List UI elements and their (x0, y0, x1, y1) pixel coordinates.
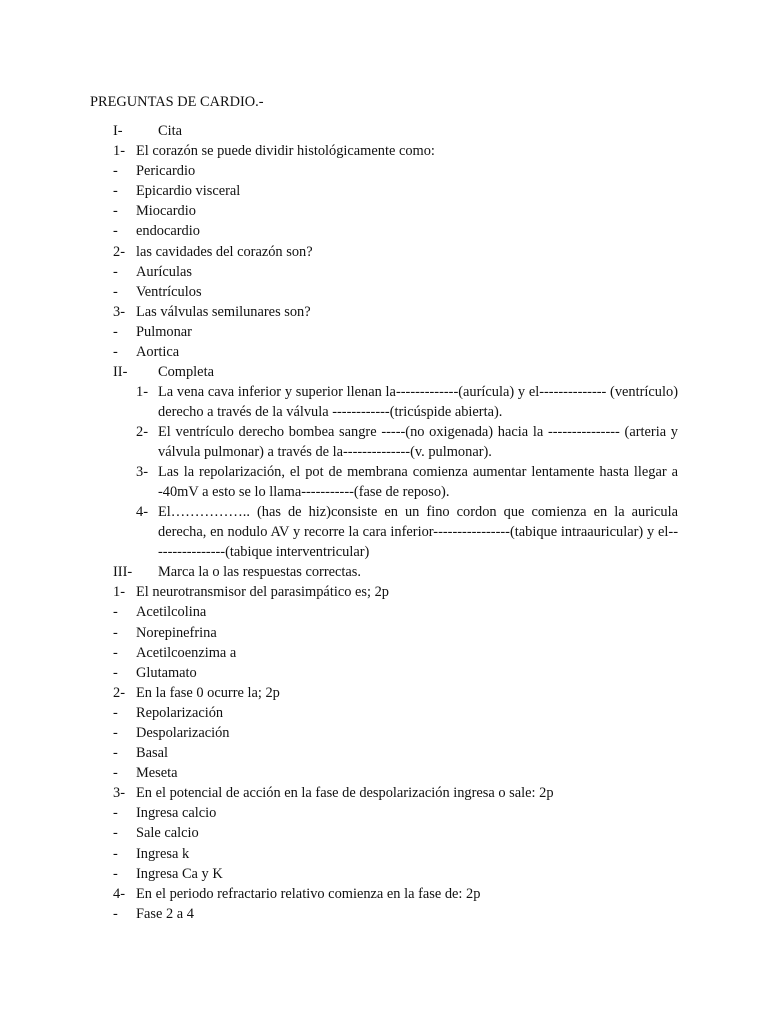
list-marker: - (113, 624, 118, 641)
list-text: Pulmonar (136, 323, 192, 340)
list-marker: - (113, 163, 118, 180)
list-marker: 4- (136, 504, 148, 521)
list-item (0, 864, 768, 884)
section-heading-2 (0, 362, 768, 382)
list-item (0, 904, 768, 924)
list-marker: 2- (136, 424, 148, 441)
list-item (0, 602, 768, 622)
list-item (0, 181, 768, 201)
list-text: En el periodo refractario relativo comienza en la fase de: 2p (136, 885, 481, 902)
list-text: Miocardio (136, 203, 196, 220)
list-marker: - (113, 203, 118, 220)
list-text: En el potencial de acción en la fase de despolarización ingresa o sale: 2p (136, 785, 554, 802)
list-item (0, 322, 768, 342)
section-heading-3 (0, 562, 768, 582)
list-item (0, 161, 768, 181)
list-text: Ingresa k (136, 845, 190, 862)
list-marker: - (113, 724, 118, 741)
list-marker: - (113, 805, 118, 822)
list-item (0, 703, 768, 723)
list-item (0, 582, 768, 602)
list-marker: - (113, 865, 118, 882)
list-text: Acetilcoenzima a (136, 644, 237, 661)
list-marker: 3- (113, 785, 125, 802)
list-text: En la fase 0 ocurre la; 2p (136, 684, 280, 701)
list-item (0, 783, 768, 803)
list-marker: 1- (136, 384, 148, 401)
list-marker: - (113, 263, 118, 280)
list-text: Ingresa calcio (136, 805, 217, 822)
list-marker: 4- (113, 885, 125, 902)
list-item (0, 844, 768, 864)
list-text: Basal (136, 745, 168, 762)
section-marker: I- (113, 123, 123, 139)
list-text: Aortica (136, 344, 180, 361)
section-heading-1 (0, 121, 768, 141)
list-item (0, 803, 768, 823)
list-item (0, 201, 768, 221)
list-marker: - (113, 323, 118, 340)
completion-text: El…………….. (has de hiz)consiste en un fino cordon que comienza en la auricula derecha, en nodulo AV y recorre la cara inferior----------------(tabique intraauricular) y el----------------(tabique interventricular) (158, 504, 678, 561)
list-item (0, 141, 768, 161)
list-marker: - (113, 644, 118, 661)
list-marker: - (113, 745, 118, 762)
list-text: Meseta (136, 765, 178, 782)
list-marker: - (113, 825, 118, 842)
list-item (0, 763, 768, 783)
list-text: Las válvulas semilunares son? (136, 303, 311, 320)
list-text: Aurículas (136, 263, 192, 280)
list-text: Despolarización (136, 724, 230, 741)
list-marker: 3- (113, 303, 125, 320)
list-marker: - (113, 604, 118, 621)
section-marker: II- (113, 364, 128, 381)
list-marker: 2- (113, 684, 125, 701)
list-marker: - (113, 765, 118, 782)
list-text: Pericardio (136, 163, 196, 180)
list-text: Sale calcio (136, 825, 199, 842)
list-item (0, 221, 768, 241)
completion-item (0, 422, 768, 462)
completion-item (0, 502, 768, 562)
list-item (0, 623, 768, 643)
list-item (0, 663, 768, 683)
list-item (0, 282, 768, 302)
list-text: Glutamato (136, 664, 197, 681)
completion-item (0, 462, 768, 502)
list-marker: - (113, 223, 118, 240)
document-body (0, 121, 768, 924)
list-item (0, 723, 768, 743)
list-item (0, 683, 768, 703)
list-item (0, 262, 768, 282)
completion-text: La vena cava inferior y superior llenan la-------------(aurícula) y el-------------- (ventrículo) derecho a través de la válvula ------------(tricúspide abierta). (158, 384, 678, 421)
list-item (0, 302, 768, 322)
list-item (0, 743, 768, 763)
list-text: Fase 2 a 4 (136, 905, 194, 922)
list-marker: - (113, 905, 118, 922)
list-marker: 3- (136, 464, 148, 481)
list-text: Repolarización (136, 704, 224, 721)
list-text: Ventrículos (136, 283, 202, 300)
document-title: PREGUNTAS DE CARDIO.- (90, 94, 264, 110)
list-item (0, 643, 768, 663)
list-text: Ingresa Ca y K (136, 865, 223, 882)
completion-item (0, 382, 768, 422)
section-title: Completa (158, 364, 214, 381)
list-marker: 2- (113, 243, 125, 260)
section-title: Cita (158, 123, 182, 139)
list-marker: 1- (113, 143, 125, 160)
list-marker: - (113, 845, 118, 862)
list-marker: - (113, 704, 118, 721)
list-marker: - (113, 664, 118, 681)
completion-text: El ventrículo derecho bombea sangre -----(no oxigenada) hacia la --------------- (arteria y válvula pulmonar) a través de la--------------(v. pulmonar). (158, 424, 678, 461)
list-marker: - (113, 183, 118, 200)
list-text: endocardio (136, 223, 200, 240)
completion-text: Las la repolarización, el pot de membrana comienza aumentar lentamente hasta llegar a -40mV a esto se lo llama-----------(fase de reposo). (158, 464, 678, 501)
list-text: las cavidades del corazón son? (136, 243, 313, 260)
list-item (0, 242, 768, 262)
list-item (0, 823, 768, 843)
list-item (0, 884, 768, 904)
list-text: Norepinefrina (136, 624, 217, 641)
list-text: Acetilcolina (136, 604, 207, 621)
list-marker: - (113, 344, 118, 361)
list-text: El corazón se puede dividir histológicamente como: (136, 143, 435, 160)
section-title: Marca la o las respuestas correctas. (158, 564, 361, 581)
list-marker: - (113, 283, 118, 300)
list-text: Epicardio visceral (136, 183, 241, 200)
list-item (0, 342, 768, 362)
list-marker: 1- (113, 584, 125, 601)
list-text: El neurotransmisor del parasimpático es; 2p (136, 584, 389, 601)
section-marker: III- (113, 564, 133, 581)
